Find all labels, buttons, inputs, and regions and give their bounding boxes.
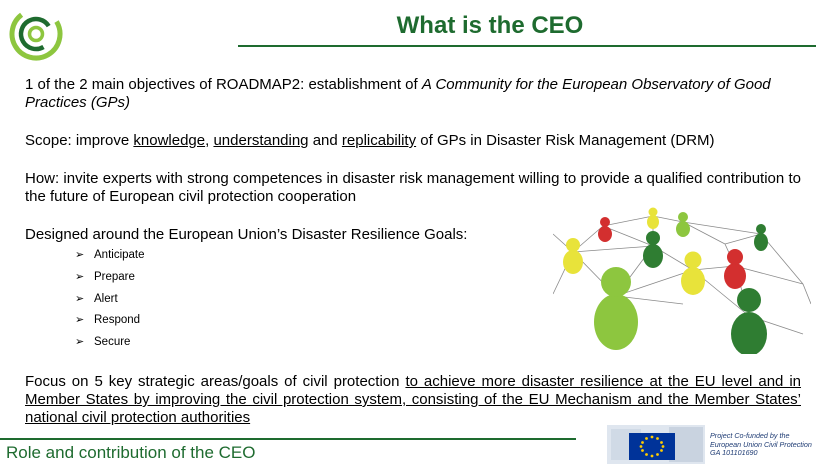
scope-tail: of GPs in Disaster Risk Management (DRM) [416, 132, 715, 149]
objective-prefix: 1 of the 2 main objectives of ROADMAP2: establishment of [25, 76, 422, 93]
goal-label: Anticipate [94, 249, 145, 261]
cofund-line: Project Co-funded by the [710, 431, 790, 440]
focus-underlined: to achieve more disaster resilience at the EU level and in Member States by improving the civil protection system, consisting of the EU Mechanism and the Member States’ national civil protection authorities [25, 373, 802, 426]
eu-flag-icon [607, 425, 705, 464]
title-divider [238, 45, 816, 47]
scope-sep2: and [308, 132, 342, 149]
list-item [75, 247, 145, 269]
focus-paragraph [25, 373, 801, 427]
list-item [75, 269, 145, 291]
list-item [75, 334, 145, 356]
scope-understanding: understanding [213, 132, 309, 149]
designed-paragraph: Designed around the European Union’s Disaster Resilience Goals: [25, 226, 468, 243]
objective-emphasis: A Community for the European Observatory of Good Practices (GPs) [25, 76, 771, 111]
scope-paragraph [25, 132, 801, 150]
objective-paragraph [25, 76, 801, 112]
list-item [75, 312, 145, 334]
page-title: What is the CEO [396, 12, 584, 39]
cofund-line: GA 101101690 [710, 448, 758, 458]
focus-lead: Focus on 5 key strategic areas/goals of civil protection [25, 373, 406, 390]
scope-sep1: , [205, 132, 214, 149]
list-item [75, 291, 145, 313]
people-network-illustration [553, 204, 811, 354]
cofund-line: European Union Civil Protection [710, 439, 812, 449]
scope-knowledge: knowledge [133, 132, 206, 149]
arrow-bullet-icon: ➢ [75, 249, 85, 261]
scope-lead: Scope: improve [25, 132, 134, 149]
goal-label: Prepare [94, 270, 135, 283]
cofunding-notice [710, 432, 812, 458]
resilience-goals-list [75, 247, 145, 356]
section-title: Role and contribution of the CEO [6, 443, 256, 462]
arrow-bullet-icon: ➢ [75, 270, 85, 283]
ceo-circular-logo-icon [8, 6, 64, 62]
arrow-bullet-icon: ➢ [75, 336, 85, 349]
goal-label: Respond [94, 314, 141, 327]
goal-label: Secure [94, 336, 131, 349]
arrow-bullet-icon: ➢ [75, 314, 85, 327]
how-paragraph: How: invite experts with strong competences in disaster risk management willing to provide a qualified contribution to the future of European civil protection cooperation [25, 170, 801, 205]
goal-label: Alert [94, 292, 118, 305]
arrow-bullet-icon: ➢ [75, 292, 85, 305]
scope-replicability: replicability [341, 132, 417, 149]
footer-divider [0, 438, 576, 440]
